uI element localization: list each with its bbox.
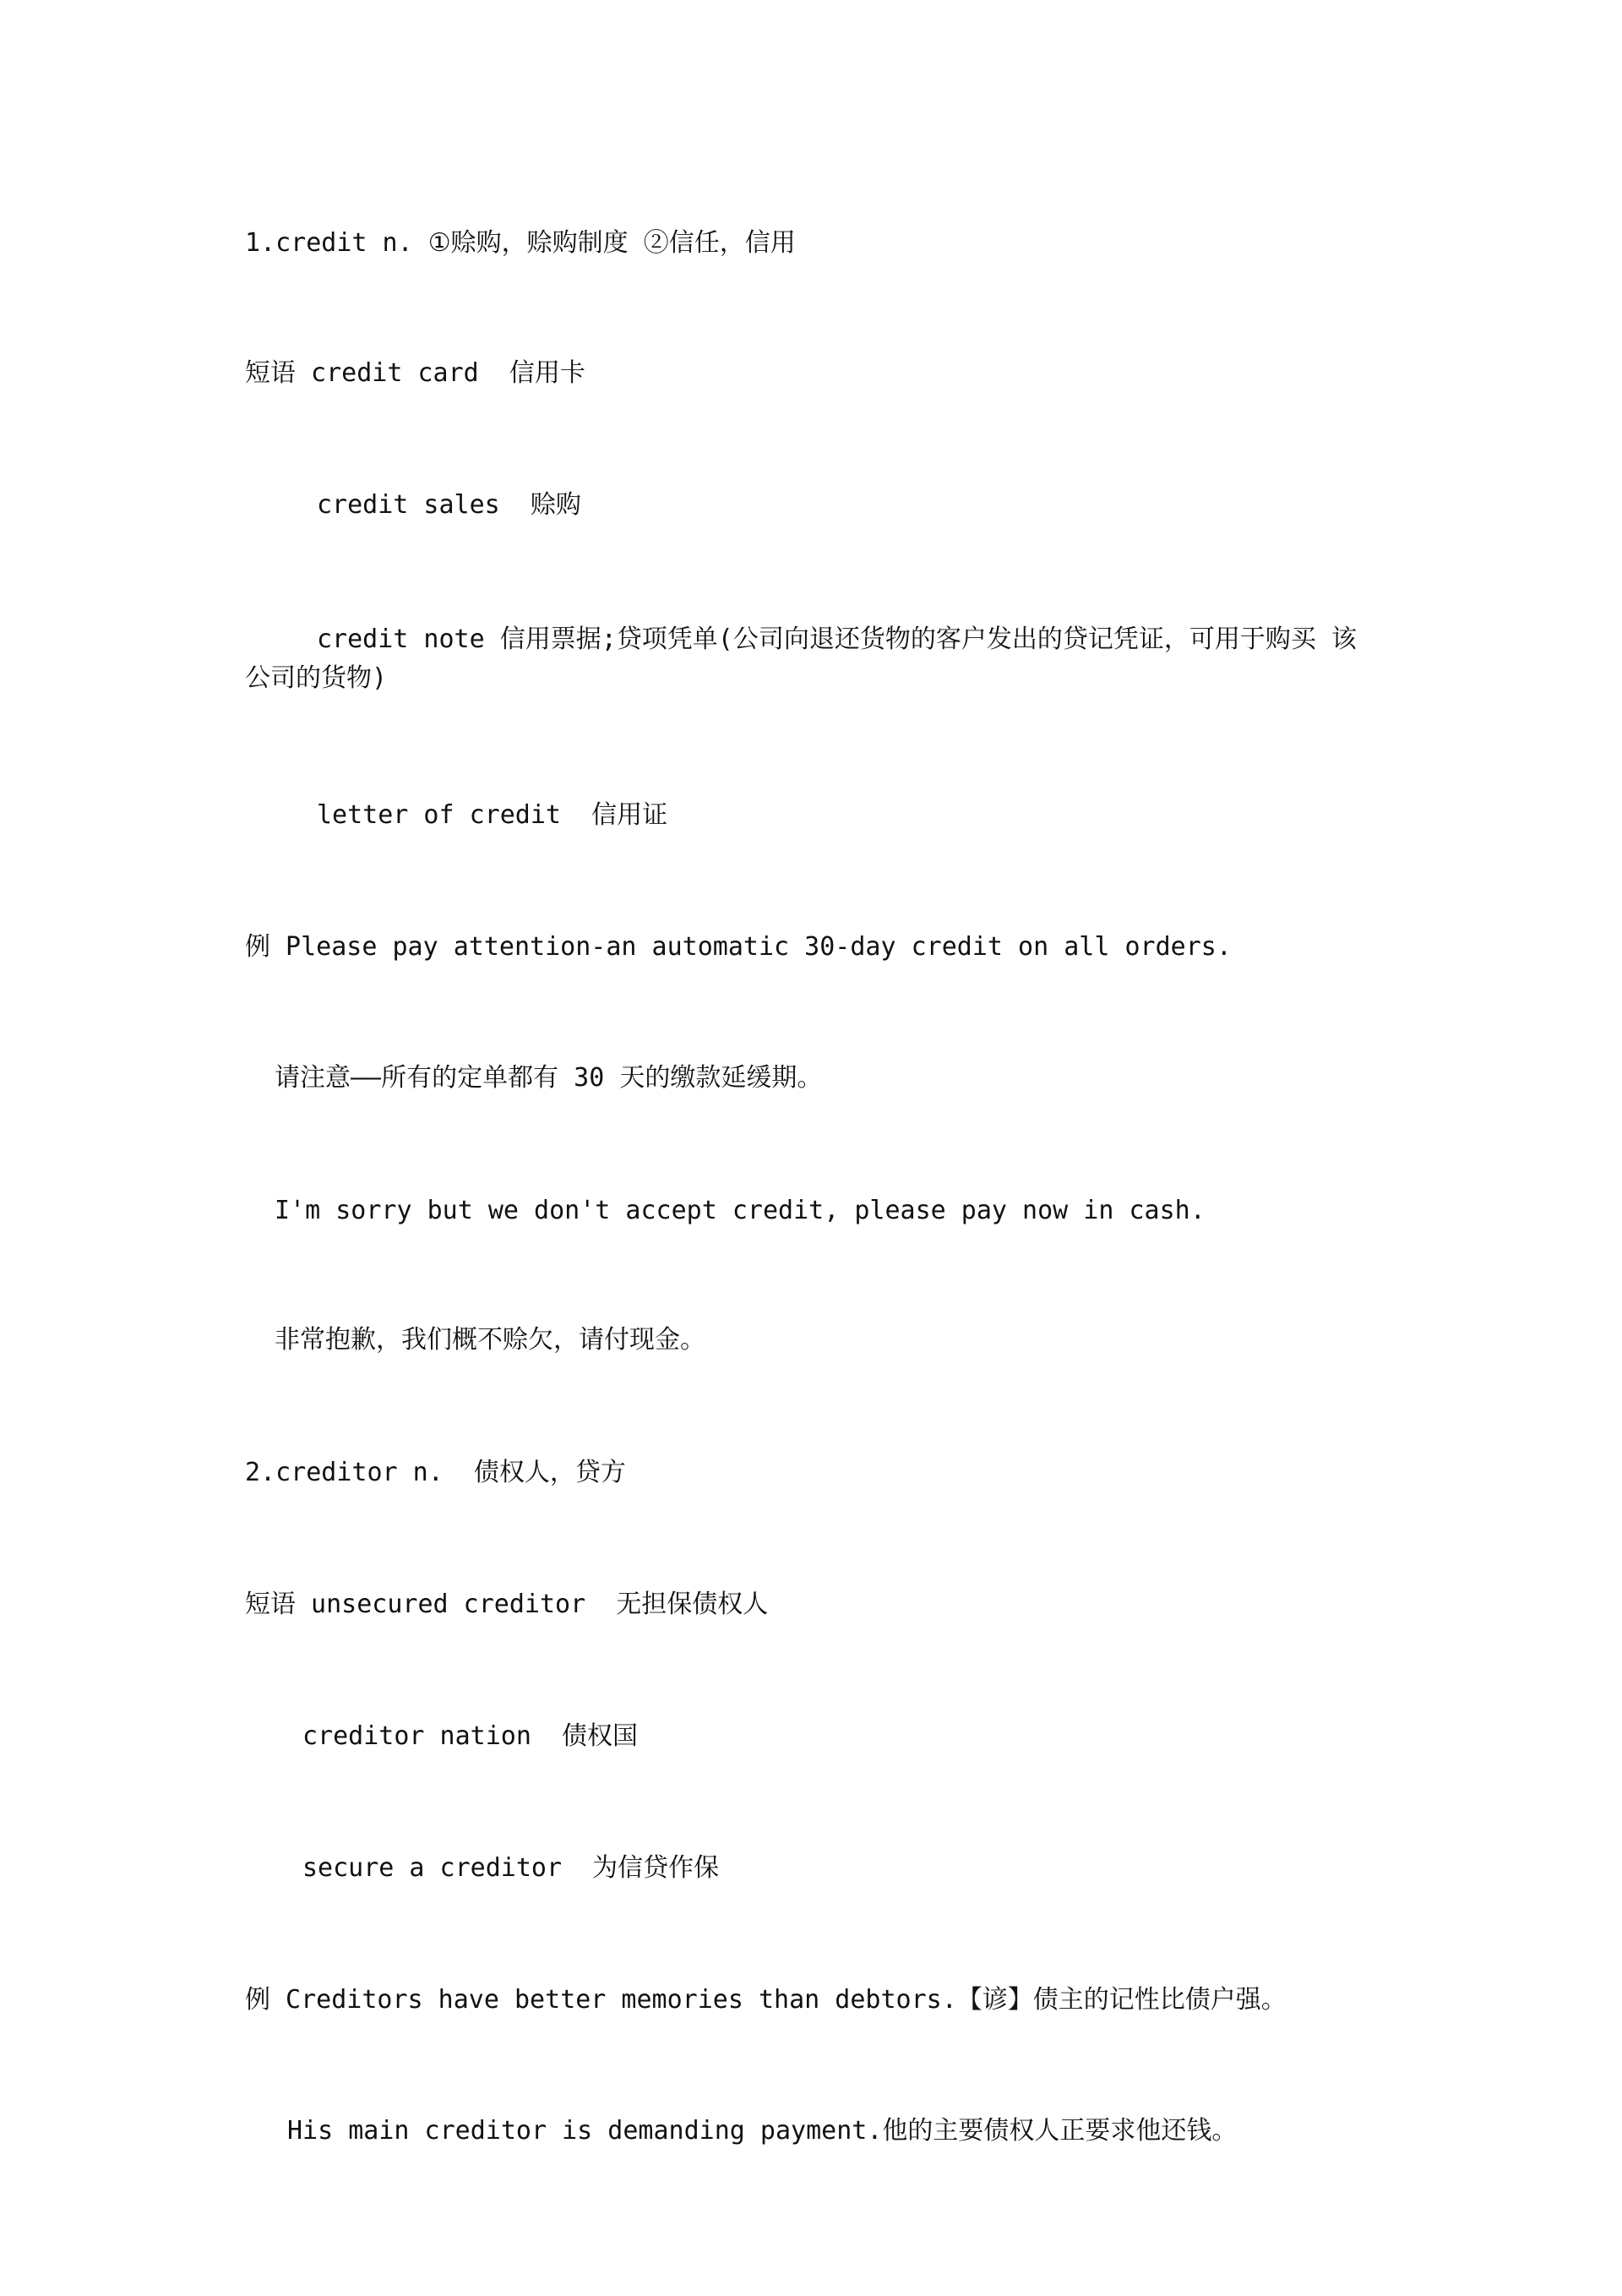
creditor-phrase-unsecured-creditor: 短语 unsecured creditor 无担保债权人 — [245, 1590, 769, 1619]
credit-phrase-credit-sales: credit sales 赊购 — [317, 490, 581, 520]
credit-phrase-letter-of-credit: letter of credit 信用证 — [317, 800, 668, 830]
creditor-example-1: 例 Creditors have better memories than debtors.【谚】债主的记性比债户强。 — [245, 1985, 1287, 2015]
credit-example-2: I'm sorry but we don't accept credit, please pay now in cash. — [275, 1196, 1206, 1225]
credit-phrase-credit-card: 短语 credit card 信用卡 — [245, 358, 585, 388]
creditor-example-2: His main creditor is demanding payment.他的主要债权人正要求他还钱。 — [287, 2116, 1238, 2146]
credit-example-1-translation: 请注意——所有的定单都有 30 天的缴款延缓期。 — [275, 1063, 823, 1093]
entry-creditor-heading: 2.creditor n. 债权人，贷方 — [245, 1458, 626, 1487]
credit-phrase-credit-note: credit note 信用票据;贷项凭单(公司向退还货物的客户发出的贷记凭证，可用于购买 该 公司的货物) — [245, 624, 1357, 693]
credit-example-2-translation: 非常抱歉，我们概不赊欠，请付现金。 — [275, 1325, 705, 1355]
credit-example-1: 例 Please pay attention-an automatic 30-day credit on all orders. — [245, 932, 1232, 962]
creditor-phrase-secure-a-creditor: secure a creditor 为信贷作保 — [302, 1853, 720, 1883]
entry-credit-heading: 1.credit n. ①赊购，赊购制度 ②信任，信用 — [245, 228, 796, 258]
creditor-phrase-creditor-nation: creditor nation 债权国 — [302, 1721, 639, 1751]
